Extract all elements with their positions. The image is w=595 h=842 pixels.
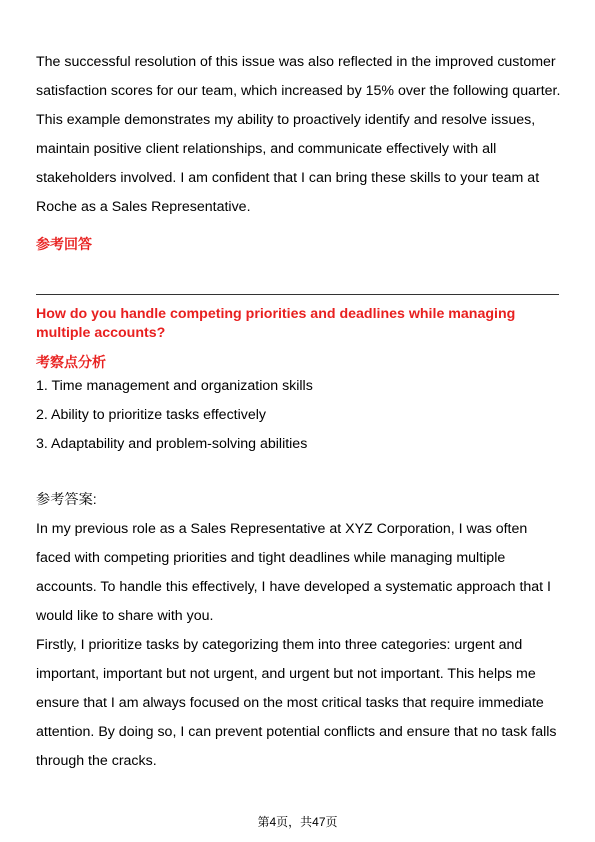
- analysis-point: 1. Time management and organization skills: [36, 378, 313, 394]
- section-divider: [36, 294, 559, 295]
- analysis-heading: 考察点分析: [36, 354, 106, 370]
- answer-paragraph: In my previous role as a Sales Representative at XYZ Corporation, I was often faced with competing priorities and tight deadlines while managing multiple accounts. To handle this effectively, I have developed a systematic approach that I would like to share with you.: [36, 521, 552, 624]
- reference-answer-heading: 参考回答: [36, 236, 92, 252]
- analysis-point: 2. Ability to prioritize tasks effectively: [36, 407, 266, 423]
- answer-label: 参考答案:: [36, 492, 97, 508]
- intro-paragraph: The successful resolution of this issue was also reflected in the improved customer satisfaction scores for our team, which increased by 15% over the following quarter. This example demonstrates my ability to proactively identify and resolve issues, maintain positive client relationships, and communicate effectively with all stakeholders involved. I am confident that I can bring these skills to your team at Roche as a Sales Representative.: [36, 54, 561, 215]
- answer-paragraph: Firstly, I prioritize tasks by categorizing them into three categories: urgent and important, important but not urgent, and urgent but not important. This helps me ensure that I am always focused on the most critical tasks that require immediate attention. By doing so, I can prevent potential conflicts and ensure that no task falls through the cracks.: [36, 637, 557, 769]
- analysis-point: 3. Adaptability and problem-solving abilities: [36, 436, 308, 452]
- page-number-footer: 第4页，共47页: [257, 815, 338, 829]
- question-heading: How do you handle competing priorities and deadlines while managing multiple accounts?: [36, 306, 516, 341]
